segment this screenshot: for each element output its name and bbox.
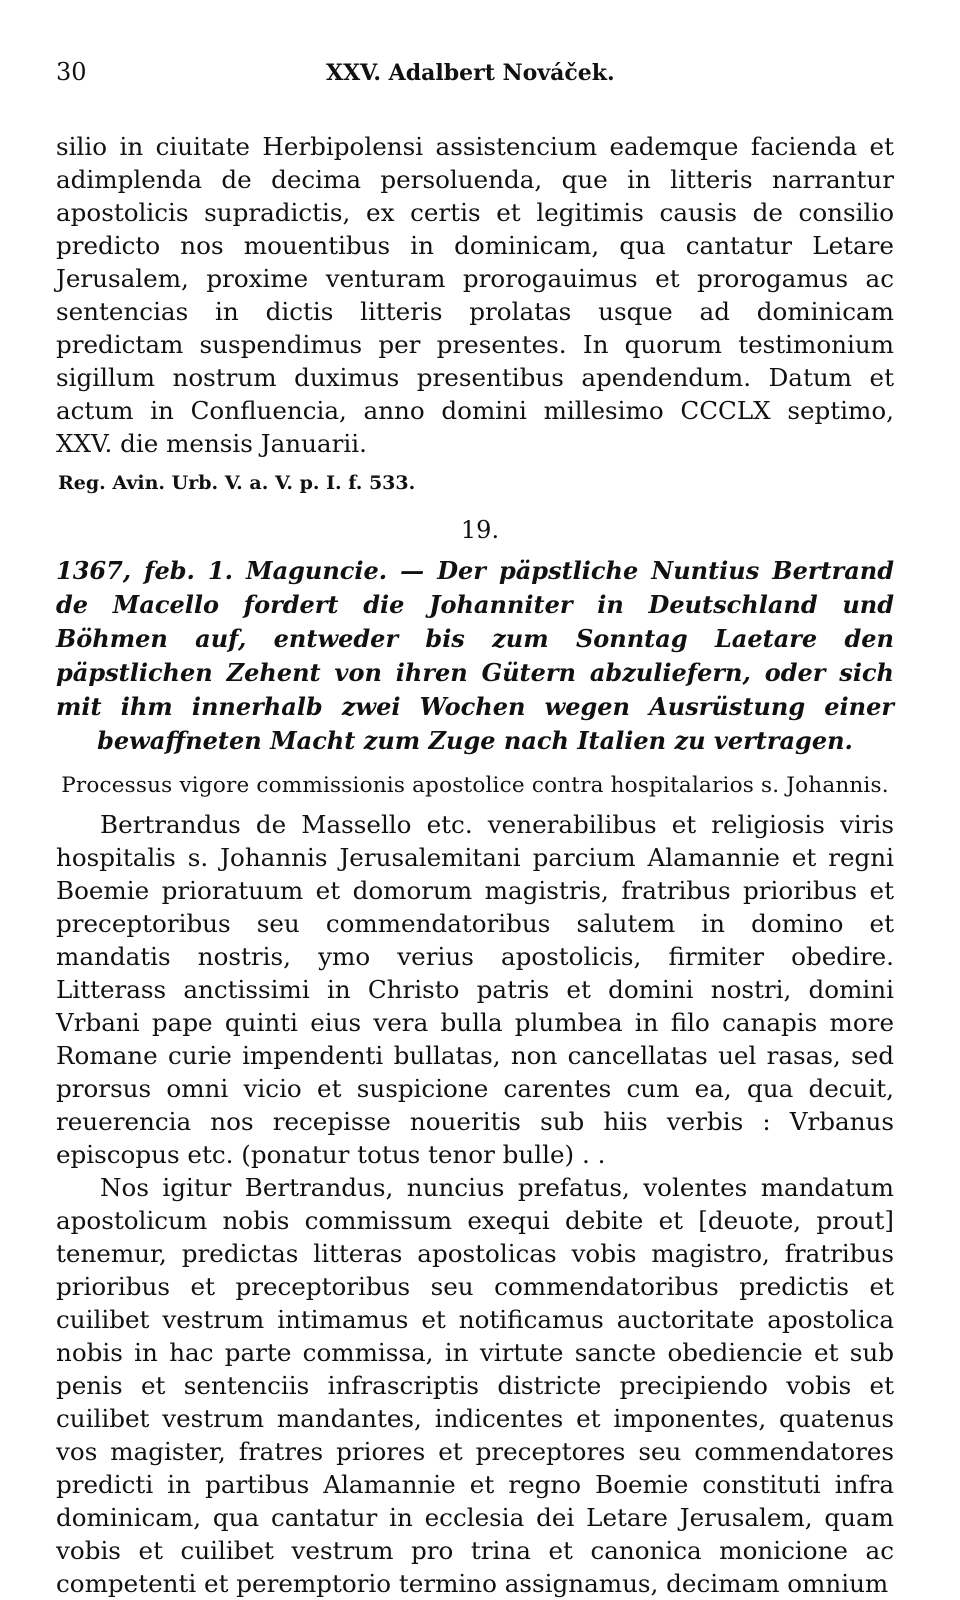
body-paragraph: Nos igitur Bertrandus, nuncius prefatus, volentes mandatum apostolicum nobis commissum exequi debite et [deuote, prout] tenemur, predictas litteras apostolicas vobis magistro, fratribus prioribus et preceptoribus seu commendatoribus predictis et cuilibet vestrum intimamus et notificamus auctoritate apostolica nobis in hac parte commissa, in virtute sancte obediencie et sub penis et sentenciis infrascriptis districte precipiendo vobis et cuilibet vestrum mandantes, indicentes et imponentes, quatenus vos magister, fratres priores et preceptores seu commendatores predicti in partibus Alamannie et regno Boemie constituti infra dominicam, qua cantatur in ecclesia dei Letare Jerusalem, quam vobis et cuilibet vestrum pro trina et canonica monicione ac competenti et peremptorio termino assignamus, decimam omnium [56, 1173, 894, 1598]
continuation-paragraph: silio in ciuitate Herbipolensi assistencium eademque facienda et adimplenda de decima persoluenda, que in litteris narrantur apostolicis supradictis, ex certis et legitimis causis de consilio predicto nos mouentibus in dominicam, qua cantatur Letare Jerusalem, proxime venturam prorogauimus et prorogamus ac sentencias in dictis litteris prolatas usque ad dominicam predictam suspendimus per presentes. In quorum testimonium sigillum nostrum duximus presentibus apendendum. Datum et actum in Confluencia, anno domini millesimo CCCLX septimo, XXV. die mensis Januarii. [56, 132, 894, 458]
document-summary: 1367, feb. 1. Maguncie. — Der päpstliche Nuntius Bertrand de Macello fordert die Johanniter in Deutschland und Böhmen auf, entweder bis zum Sonntag Laetare den päpstlichen Zehent von ihren Gütern abzuliefern, oder sich mit ihm innerhalb zwei Wochen wegen Ausrüstung einer bewaffneten Macht zum Zuge nach Italien zu vertragen. [56, 556, 894, 755]
document-number: 19. [460, 516, 500, 544]
document-body [56, 808, 894, 1600]
source-reference: Reg. Avin. Urb. V. a. V. p. I. f. 533. [58, 472, 416, 494]
page-header [56, 58, 894, 102]
page-number: 30 [56, 58, 87, 86]
running-head: XXV. Adalbert Nováček. [326, 60, 615, 86]
body-paragraph: Bertrandus de Massello etc. venerabilibus et religiosis viris hospitalis s. Johannis Jerusalemitani parcium Alamannie et regni Boemie prioratuum et domorum magistris, fratribus prioribus et preceptoribus seu commendatoribus salutem in domino et mandatis nostris, ymo verius apostolicis, firmiter obedire. Litterass anctissimi in Christo patris et domini nostri, domini Vrbani pape quinti eius vera bulla plumbea in filo canapis more Romane curie impendenti bullatas, non cancellatas uel rasas, sed prorsus omni vicio et suspicione carentes cum ea, qua decuit, reuerencia nos recepisse noueritis sub hiis verbis : Vrbanus episcopus etc. (ponatur totus tenor bulle) . . [56, 810, 894, 1169]
document-heading: Processus vigore commissionis apostolice contra hospitalarios s. Johannis. [61, 773, 889, 798]
